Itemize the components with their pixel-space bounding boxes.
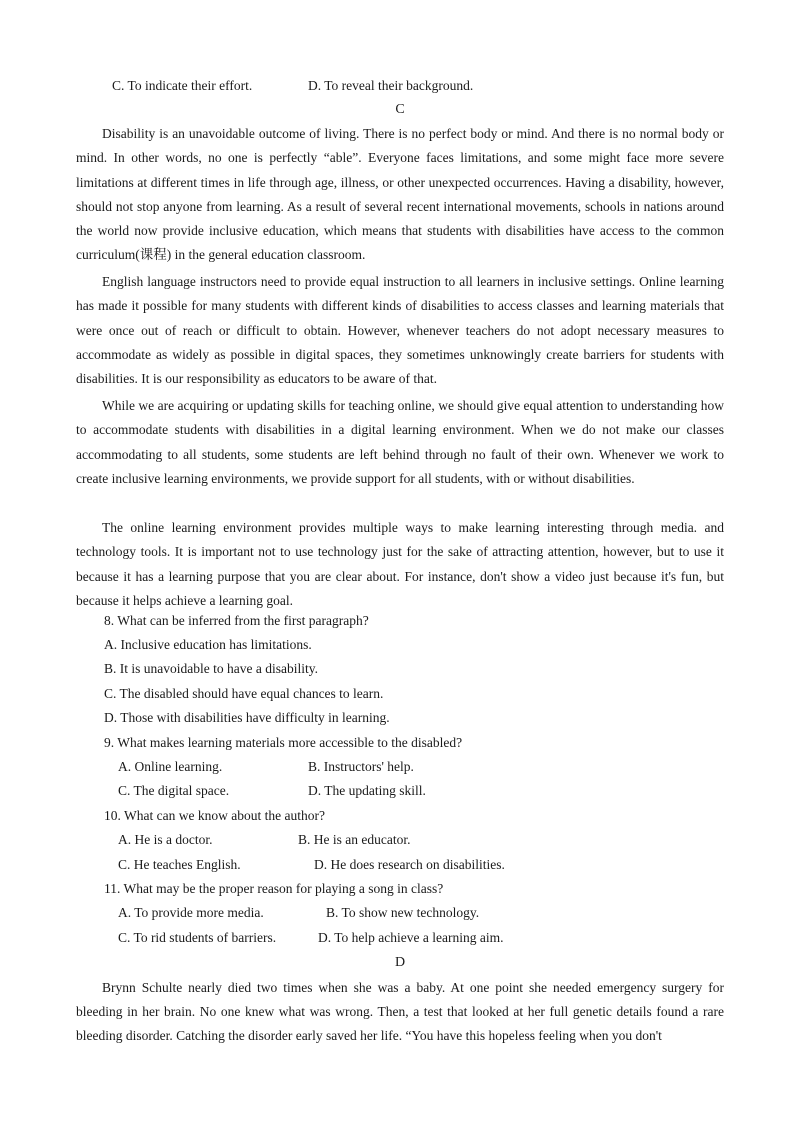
question-9-option-d: D. The updating skill. <box>308 783 426 798</box>
question-11-stem: 11. What may be the proper reason for playing a song in class? <box>104 881 444 896</box>
section-c-paragraph-3: While we are acquiring or updating skills for teaching online, we should give equal attention to understanding how to accommodate students with disabilities in a digital learning environment. When we do not make our classes accommodating to all students, some students are left behind through no fault of their own. Whenever we work to create inclusive learning environments, we provide support for all students, with or without disabilities. <box>76 398 724 486</box>
question-8-stem: 8. What can be inferred from the first paragraph? <box>104 613 369 628</box>
question-8-option-c: C. The disabled should have equal chances to learn. <box>104 686 384 701</box>
question-11-option-d: D. To help achieve a learning aim. <box>318 930 504 945</box>
question-9-option-a: A. Online learning. <box>118 759 223 774</box>
question-10-option-d: D. He does research on disabilities. <box>314 857 505 872</box>
section-c-paragraph-2: English language instructors need to provide equal instruction to all learners in inclusive settings. Online learning has made it possible for many students with different kinds of disabilities to access classes and learning materials that were once out of reach or difficult to obtain. However, whenever teachers do not adopt necessary measures to accommodate as widely as possible in digital spaces, they sometimes unknowingly create barriers for students with disabilities. It is our responsibility as educators to be aware of that. <box>76 274 724 387</box>
question-10-option-a: A. He is a doctor. <box>118 832 213 847</box>
section-c-paragraph-4: The online learning environment provides multiple ways to make learning interesting through media. and technology tools. It is important not to use technology just for the sake of attracting attention, however, but to use it because it has a learning purpose that you are clear about. For instance, don't show a video just because it's fun, but because it helps achieve a learning goal. <box>76 520 724 608</box>
question-11-option-c: C. To rid students of barriers. <box>118 930 277 945</box>
prev-option-d: D. To reveal their background. <box>308 78 474 93</box>
section-c-heading: C <box>395 102 405 117</box>
section-c-paragraph-1: Disability is an unavoidable outcome of living. There is no perfect body or mind. And there is no normal body or mind. In other words, no one is perfectly “able”. Everyone faces limitations, and some might face more severe limitations at different times in life through age, illness, or other unexpected occurrences. Having a disability, however, should not stop anyone from learning. As a result of several recent international movements, schools in nations around the world now provide inclusive education, which means that students with disabilities have access to the common curriculum(课程) in the general education classroom. <box>76 126 724 263</box>
question-9-option-c: C. The digital space. <box>118 783 230 798</box>
question-10-option-b: B. He is an educator. <box>298 832 411 847</box>
question-10-option-c: C. He teaches English. <box>118 857 241 872</box>
question-10-stem: 10. What can we know about the author? <box>104 808 325 823</box>
question-9-stem: 9. What makes learning materials more accessible to the disabled? <box>104 735 463 750</box>
question-9-option-b: B. Instructors' help. <box>308 759 414 774</box>
section-d-paragraph-1: Brynn Schulte nearly died two times when she was a baby. At one point she needed emergency surgery for bleeding in her brain. No one knew what was wrong. Then, a test that looked at her full genetic details found a rare bleeding disorder. Catching the disorder early saved her life. “You have this hopeless feeling when you don't <box>76 980 724 1043</box>
question-8-option-d: D. Those with disabilities have difficulty in learning. <box>104 710 390 725</box>
question-8-option-b: B. It is unavoidable to have a disability. <box>104 661 318 676</box>
question-11-option-a: A. To provide more media. <box>118 905 264 920</box>
section-d-heading: D <box>394 955 406 970</box>
question-8-option-a: A. Inclusive education has limitations. <box>104 637 312 652</box>
question-11-option-b: B. To show new technology. <box>326 905 480 920</box>
prev-option-c: C. To indicate their effort. <box>112 78 253 93</box>
